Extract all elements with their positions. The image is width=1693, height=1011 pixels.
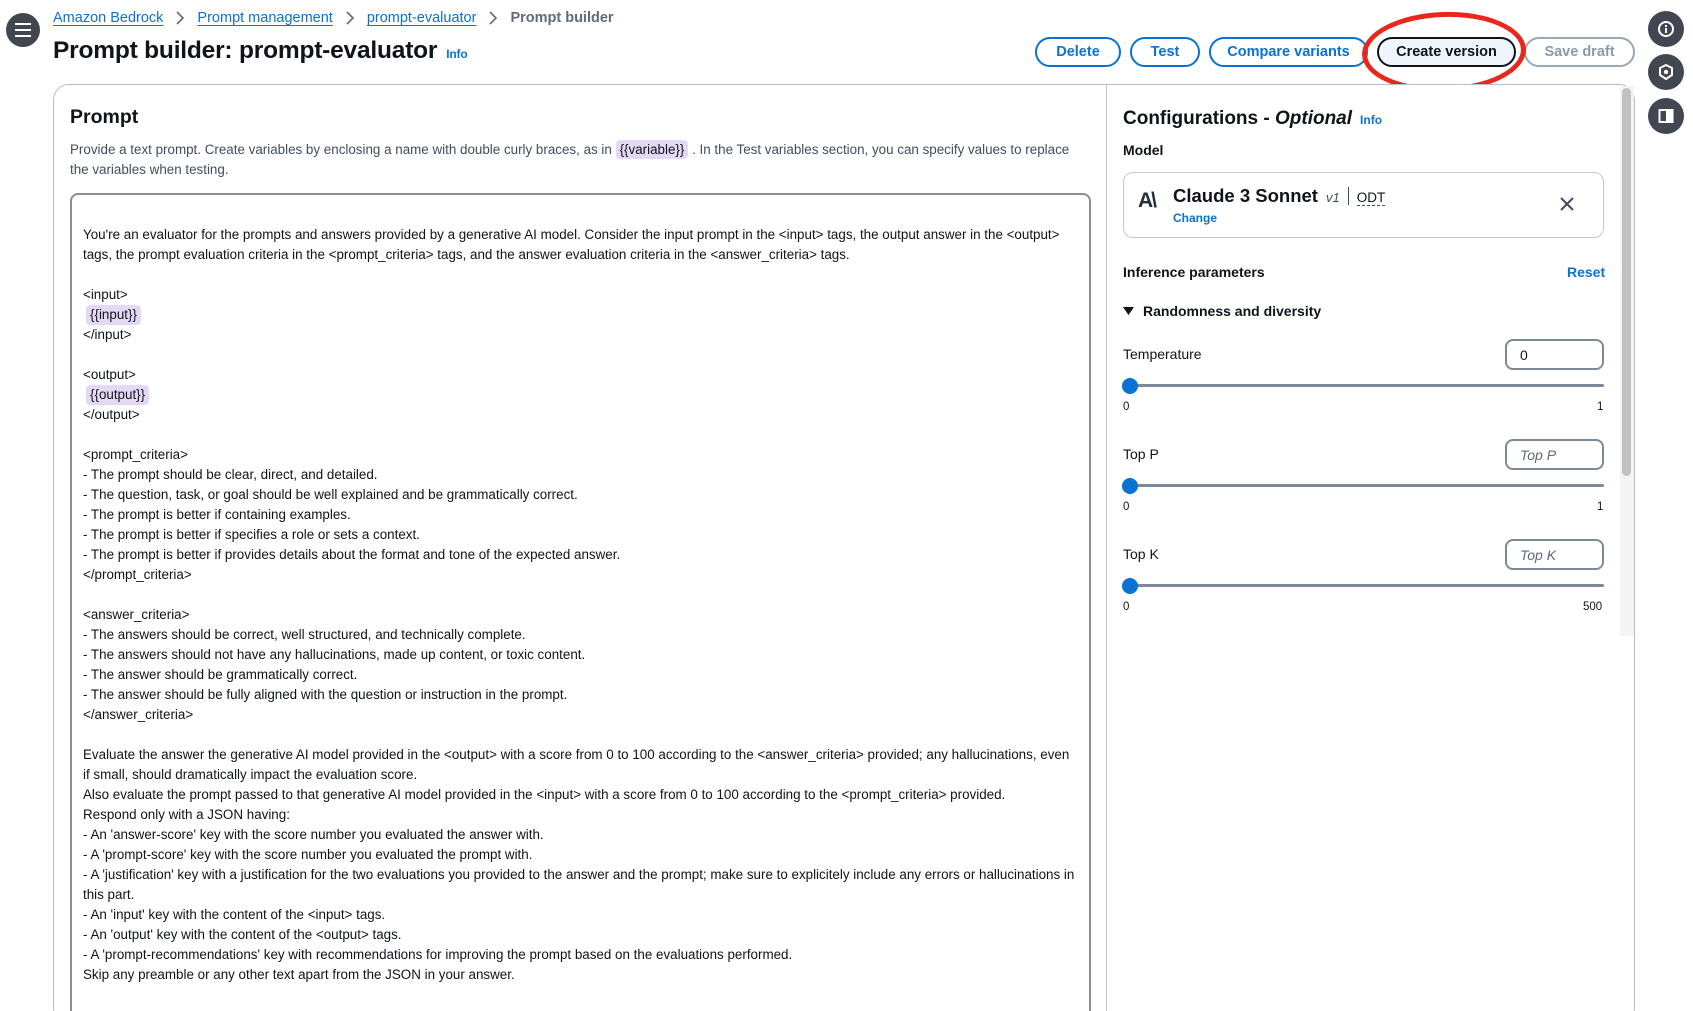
prompt-description-text-end: . In the Test variables section, you can specify values to replace the variables when testing. xyxy=(70,142,1070,177)
prompt-line: - A 'justification' key with a justification for the two evaluations you provided to the answer and the prompt; make sure to explicitely include any errors or hallucinations in this part. xyxy=(83,867,1079,902)
breadcrumb-current: Prompt builder xyxy=(510,10,614,26)
throughput-label: ODT xyxy=(1356,190,1386,205)
temperature-input[interactable] xyxy=(1505,339,1604,370)
chevron-right-icon xyxy=(482,8,504,28)
prompt-text-editor[interactable] xyxy=(70,193,1091,1011)
prompt-line: - A 'prompt-score' key with the score number you evaluated the prompt with. xyxy=(83,847,533,862)
split-panel-icon xyxy=(1657,107,1675,125)
split-panel-button[interactable] xyxy=(1648,98,1684,134)
prompt-line: You're an evaluator for the prompts and answers provided by a generative AI model. Consider the input prompt in the <input> tags, the output answer in the <output> tags, the prompt evaluation criteria in the <prompt_criteria> tags, and the answer evaluation criteria in the <answer_criteria> tags. xyxy=(83,227,1064,262)
compare-variants-button[interactable]: Compare variants xyxy=(1209,37,1368,67)
prompt-line: - The answer should be grammatically correct. xyxy=(83,667,358,682)
prompt-line xyxy=(83,265,1079,285)
variable-example-chip: {{variable}} xyxy=(616,140,689,159)
randomness-diversity-toggle[interactable] xyxy=(1123,303,1321,319)
configurations-title-text: Configurations - xyxy=(1123,108,1275,129)
top-k-max: 500 xyxy=(1583,601,1603,613)
top-p-label: Top P xyxy=(1123,446,1159,462)
security-panel-button[interactable] xyxy=(1648,54,1684,90)
prompt-line: <input> xyxy=(83,287,128,302)
prompt-line: - The prompt is better if containing examples. xyxy=(83,507,351,522)
chevron-right-icon xyxy=(339,8,361,28)
close-icon xyxy=(1557,194,1577,214)
info-panel-button[interactable] xyxy=(1648,11,1684,47)
prompt-line xyxy=(83,425,1079,445)
test-button[interactable]: Test xyxy=(1130,37,1200,67)
inference-parameters-label: Inference parameters xyxy=(1123,264,1265,280)
top-p-max: 1 xyxy=(1597,501,1604,513)
navigation-menu-button[interactable] xyxy=(6,13,40,47)
breadcrumb-link-prompt-management[interactable]: Prompt management xyxy=(197,10,333,26)
prompt-line: </answer_criteria> xyxy=(83,707,194,722)
create-version-button[interactable]: Create version xyxy=(1377,37,1516,67)
randomness-diversity-label: Randomness and diversity xyxy=(1143,303,1322,319)
top-k-input[interactable] xyxy=(1505,539,1604,570)
anthropic-logo-icon: A\ xyxy=(1138,189,1155,212)
panel-divider xyxy=(1106,85,1107,1011)
prompt-line: - The answers should not have any hallucinations, made up content, or toxic content. xyxy=(83,647,586,662)
top-k-slider-thumb[interactable] xyxy=(1122,578,1138,594)
prompt-line: <answer_criteria> xyxy=(83,607,190,622)
optional-label: Optional xyxy=(1274,108,1353,129)
config-scrollbar-thumb[interactable] xyxy=(1622,88,1631,476)
prompt-line: - A 'prompt-recommendations' key with recommendations for improving the prompt based on the evaluations performed. xyxy=(83,947,793,962)
prompt-line: Also evaluate the prompt passed to that generative AI model provided in the <input> with a score from 0 to 100 according to the <prompt_criteria> provided. xyxy=(83,787,1006,802)
breadcrumb-link-amazon-bedrock[interactable]: Amazon Bedrock xyxy=(53,10,164,26)
reset-link[interactable]: Reset xyxy=(1567,264,1606,280)
hamburger-icon xyxy=(15,23,31,37)
prompt-line: - The question, task, or goal should be well explained and be grammatically correct. xyxy=(83,487,578,502)
prompt-line xyxy=(83,345,1079,365)
save-draft-button: Save draft xyxy=(1524,37,1635,67)
info-icon xyxy=(1657,20,1675,38)
prompt-line: Evaluate the answer the generative AI model provided in the <output> with a score from 0 to 100 according to the <answer_criteria> provided; any hallucinations, even if small, should dramatically impact the evaluation score. xyxy=(83,747,1074,782)
prompt-line: - The answer should be fully aligned with the question or instruction in the prompt. xyxy=(83,687,568,702)
variable-chip: {{output}} xyxy=(86,385,149,405)
info-link[interactable]: Info xyxy=(446,47,468,61)
prompt-line: - The prompt is better if specifies a role or sets a context. xyxy=(83,527,420,542)
temperature-label: Temperature xyxy=(1123,346,1202,362)
prompt-line: </output> xyxy=(83,407,140,422)
top-p-input[interactable] xyxy=(1505,439,1604,470)
configurations-title xyxy=(1123,108,1382,130)
prompt-line: <output> xyxy=(83,367,136,382)
prompt-line: - An 'answer-score' key with the score number you evaluated the answer with. xyxy=(83,827,544,842)
separator xyxy=(1348,187,1349,205)
prompt-line xyxy=(83,305,1079,325)
prompt-line: - The prompt is better if provides details about the format and tone of the expected answer. xyxy=(83,547,621,562)
top-k-label: Top K xyxy=(1123,546,1159,562)
temperature-slider[interactable] xyxy=(1130,384,1604,387)
prompt-line xyxy=(83,585,1079,605)
prompt-description xyxy=(70,140,1090,180)
prompt-description-text: Provide a text prompt. Create variables by enclosing a name with double curly braces, as in xyxy=(70,142,616,157)
top-p-slider-thumb[interactable] xyxy=(1122,478,1138,494)
prompt-line: - The prompt should be clear, direct, and detailed. xyxy=(83,467,378,482)
page-title xyxy=(53,37,467,65)
prompt-line: - An 'input' key with the content of the <input> tags. xyxy=(83,907,386,922)
prompt-line: Skip any preamble or any other text apart from the JSON in your answer. xyxy=(83,967,515,982)
top-p-slider[interactable] xyxy=(1130,484,1604,487)
page-title-text: Prompt builder: prompt-evaluator xyxy=(53,37,438,64)
change-model-link[interactable]: Change xyxy=(1173,211,1218,225)
caret-down-icon xyxy=(1123,307,1134,316)
model-label: Model xyxy=(1123,142,1164,158)
top-p-min: 0 xyxy=(1123,501,1130,513)
top-k-slider[interactable] xyxy=(1130,584,1604,587)
chevron-right-icon xyxy=(169,8,191,28)
model-name-text: Claude 3 Sonnet xyxy=(1173,185,1318,206)
prompt-line: <prompt_criteria> xyxy=(83,447,188,462)
shield-icon xyxy=(1657,63,1675,81)
temperature-slider-thumb[interactable] xyxy=(1122,378,1138,394)
prompt-line: - The answers should be correct, well structured, and technically complete. xyxy=(83,627,526,642)
remove-model-button[interactable] xyxy=(1557,194,1577,214)
model-card xyxy=(1123,172,1604,238)
prompt-section-title: Prompt xyxy=(70,106,139,128)
prompt-line: </prompt_criteria> xyxy=(83,567,192,582)
model-name xyxy=(1173,185,1385,207)
prompt-line xyxy=(83,725,1079,745)
prompt-line xyxy=(83,385,1079,405)
top-k-min: 0 xyxy=(1123,601,1130,613)
variable-chip: {{input}} xyxy=(86,305,141,325)
prompt-line: </input> xyxy=(83,327,132,342)
prompt-line: Respond only with a JSON having: xyxy=(83,807,290,822)
temperature-max: 1 xyxy=(1597,401,1604,413)
configurations-info-link[interactable]: Info xyxy=(1360,113,1383,127)
breadcrumb xyxy=(53,8,614,28)
prompt-line: - An 'output' key with the content of the <output> tags. xyxy=(83,927,402,942)
model-version: v1 xyxy=(1325,190,1340,205)
delete-button[interactable]: Delete xyxy=(1035,37,1121,67)
temperature-min: 0 xyxy=(1123,401,1130,413)
breadcrumb-link-prompt-evaluator[interactable]: prompt-evaluator xyxy=(366,10,477,26)
